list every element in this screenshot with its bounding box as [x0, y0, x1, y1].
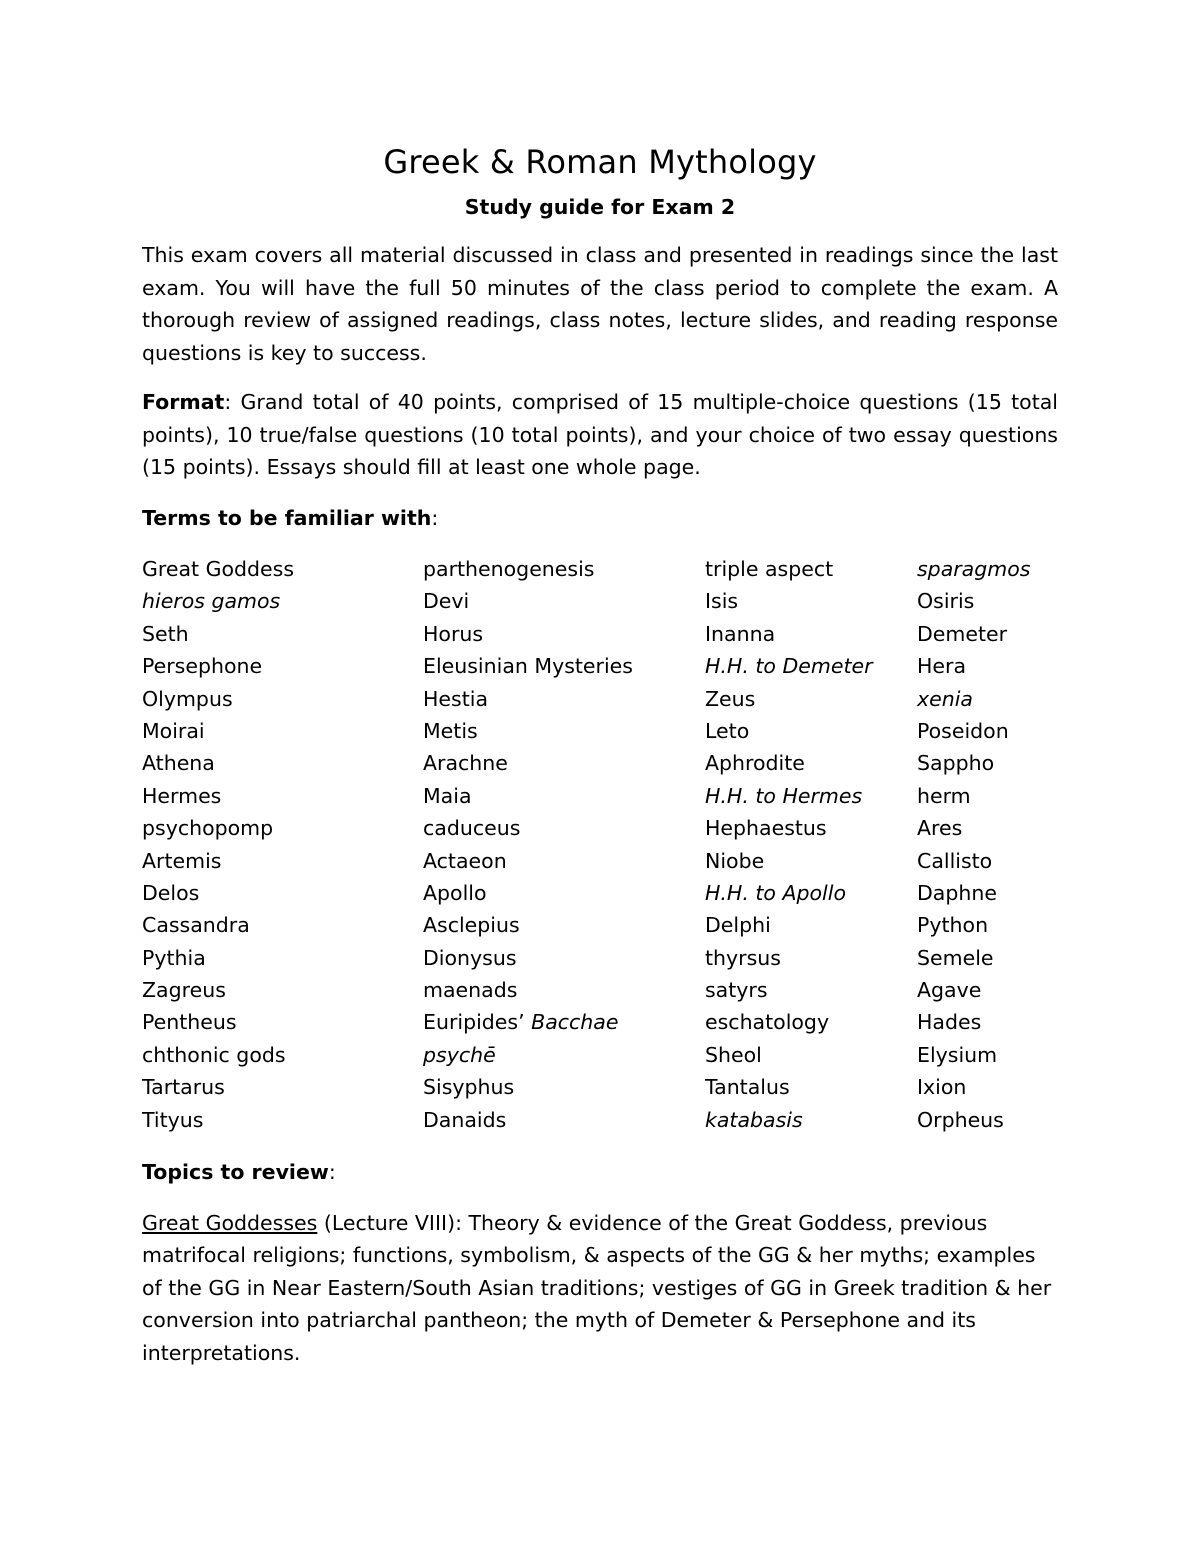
- term: Elysium: [917, 1042, 998, 1067]
- topic-text: (Lecture VIII): Theory & evidence of the Great Goddess, previous matrifocal religions; functions, symbolism, & aspects of the GG & her myths; examples of the GG in Near Eastern/South Asian traditions; vestiges of GG in Greek tradition & her conversion into patriarchal pantheon; the myth of Demeter & Persephone and its interpretations.: [142, 1210, 1052, 1365]
- term: Dionysus: [423, 945, 517, 970]
- term: katabasis: [705, 1107, 803, 1132]
- term: Devi: [423, 589, 470, 614]
- term: Delos: [142, 880, 200, 905]
- term: Semele: [917, 945, 994, 970]
- term: Poseidon: [917, 718, 1009, 743]
- term: eschatology: [705, 1010, 830, 1035]
- term: sparagmos: [917, 557, 1031, 581]
- term: Leto: [705, 718, 750, 743]
- term: Niobe: [705, 848, 765, 873]
- term: Hades: [917, 1010, 982, 1035]
- term: Aphrodite: [705, 751, 805, 776]
- term: Eleusinian Mysteries: [423, 654, 633, 679]
- term: Demeter: [917, 621, 1008, 646]
- term: Zeus: [705, 686, 756, 711]
- term: Hera: [917, 654, 967, 679]
- term: Horus: [423, 621, 484, 646]
- term: Danaids: [423, 1107, 507, 1132]
- term: hieros gamos: [142, 589, 281, 614]
- term: Tantalus: [705, 1075, 790, 1100]
- terms-heading-suffix: :: [431, 505, 439, 530]
- term: Isis: [705, 589, 739, 614]
- topics-heading-label: Topics to review: [142, 1160, 329, 1185]
- term: Sappho: [917, 751, 995, 776]
- term: Pentheus: [142, 1010, 237, 1035]
- term: herm: [917, 783, 971, 808]
- topics-heading-suffix: :: [328, 1160, 336, 1185]
- term: Tartarus: [142, 1075, 225, 1100]
- term: xenia: [917, 686, 973, 711]
- term: Great Goddess: [142, 557, 295, 581]
- term: chthonic gods: [142, 1042, 286, 1067]
- term: Sheol: [705, 1042, 762, 1067]
- topic-great-goddesses: [142, 1207, 1058, 1370]
- term: thyrsus: [705, 945, 781, 970]
- term: Tityus: [142, 1107, 204, 1132]
- term: Athena: [142, 751, 215, 776]
- terms-heading: [142, 502, 1058, 535]
- term: Moirai: [142, 718, 205, 743]
- term: H.H. to Hermes: [705, 783, 863, 808]
- term: Metis: [423, 718, 478, 743]
- term: Seth: [142, 621, 189, 646]
- intro-paragraph: This exam covers all material discussed in class and presented in readings since the last exam. You will have the full 50 minutes of the class period to complete the exam. A thorough review of assigned readings, class notes, lecture slides, and reading response questions is key to success.: [142, 243, 1058, 365]
- term: Python: [917, 913, 989, 938]
- term: Cassandra: [142, 913, 250, 938]
- term: Zagreus: [142, 978, 226, 1003]
- term: caduceus: [423, 816, 521, 841]
- term: Osiris: [917, 589, 975, 614]
- term: Delphi: [705, 913, 771, 938]
- term-bacchae: Bacchae: [531, 1010, 619, 1035]
- document-title: Greek & Roman Mythology: [383, 143, 817, 181]
- term: Apollo: [423, 880, 487, 905]
- term: H.H. to Apollo: [705, 880, 846, 905]
- term: Ares: [917, 816, 963, 841]
- term: maenads: [423, 978, 518, 1003]
- terms-grid: [142, 553, 1058, 1136]
- term: Ixion: [917, 1075, 967, 1100]
- term: psychopomp: [142, 816, 274, 841]
- term: Olympus: [142, 686, 233, 711]
- terms-heading-label: Terms to be familiar with: [142, 505, 432, 530]
- term: Hestia: [423, 686, 489, 711]
- term: H.H. to Demeter: [705, 654, 873, 679]
- term: triple aspect: [705, 557, 834, 581]
- term: Daphne: [917, 880, 997, 905]
- term: Inanna: [705, 621, 776, 646]
- term: Actaeon: [423, 848, 507, 873]
- term-euripides: Euripides’: [423, 1010, 532, 1035]
- term: Hephaestus: [705, 816, 827, 841]
- term: Persephone: [142, 654, 263, 679]
- topic-heading: Great Goddesses: [142, 1210, 318, 1235]
- format-text: : Grand total of 40 points, comprised of 15 multiple-choice questions (15 total points), 10 true/false questions (10 total points), and your choice of two essay questions (15 points). Essays should fill at least one whole page.: [142, 390, 1058, 479]
- term: Arachne: [423, 751, 508, 776]
- term: Orpheus: [917, 1107, 1004, 1132]
- term: psychē: [423, 1042, 496, 1067]
- document-subtitle: Study guide for Exam 2: [464, 195, 736, 219]
- term-euripides-bacchae: [423, 1006, 705, 1038]
- topics-heading: [142, 1156, 1058, 1189]
- term: Sisyphus: [423, 1075, 515, 1100]
- format-label: Format: [142, 390, 225, 414]
- term: Callisto: [917, 848, 993, 873]
- term: Agave: [917, 978, 982, 1003]
- term: Artemis: [142, 848, 222, 873]
- term: Pythia: [142, 945, 206, 970]
- term: Asclepius: [423, 913, 520, 938]
- format-paragraph: [142, 386, 1058, 484]
- term: Maia: [423, 783, 472, 808]
- term: Hermes: [142, 783, 222, 808]
- term: parthenogenesis: [423, 557, 595, 581]
- term: satyrs: [705, 978, 768, 1003]
